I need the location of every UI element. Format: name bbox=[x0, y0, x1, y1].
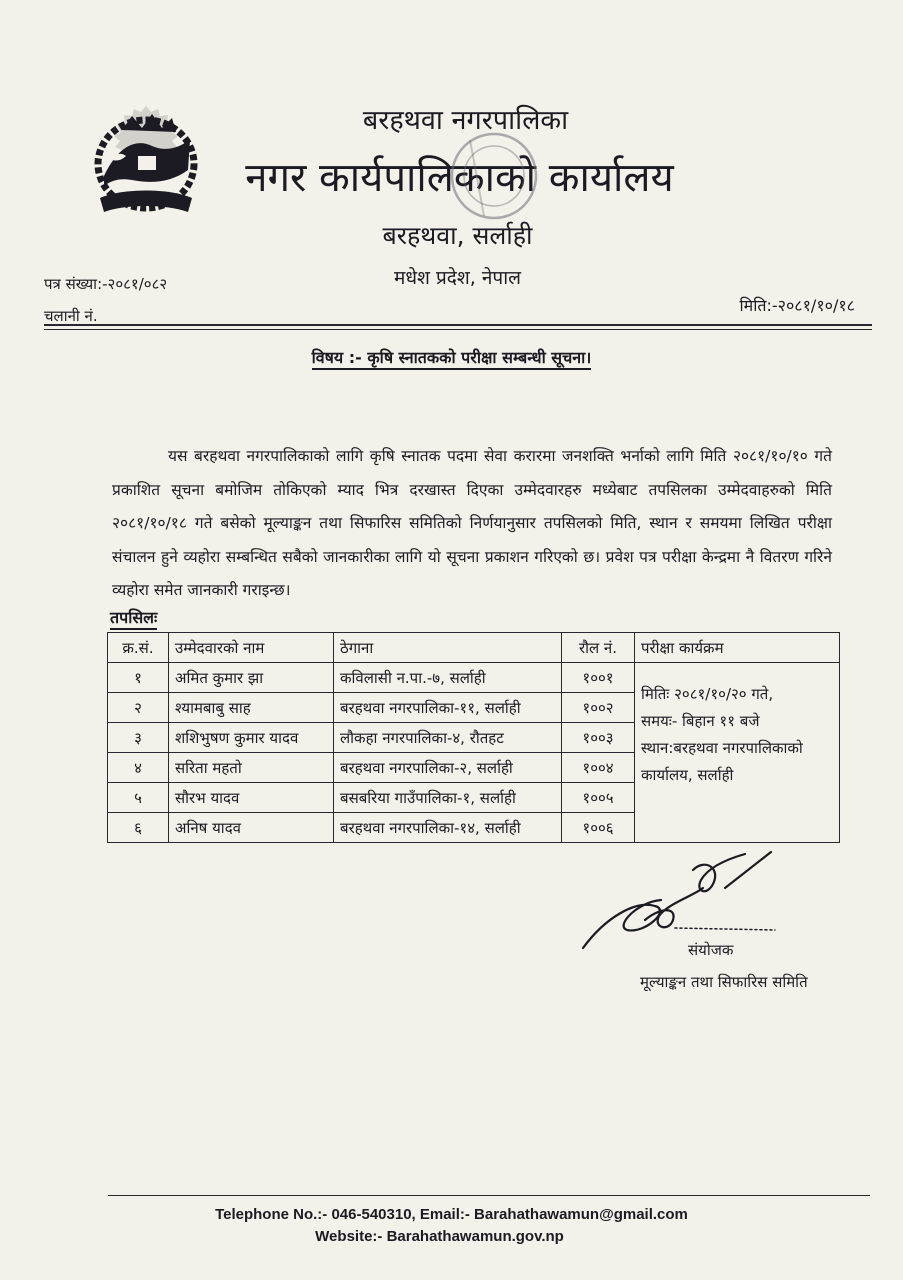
signature-icon bbox=[575, 848, 785, 958]
row-address: बसबरिया गाउँपालिका-१, सर्लाही bbox=[334, 783, 562, 813]
office-name: नगर कार्यपालिकाको कार्यालय bbox=[245, 155, 674, 201]
notice-subject bbox=[0, 346, 903, 368]
notice-body bbox=[112, 440, 832, 608]
row-roll: १००५ bbox=[562, 783, 635, 813]
row-address: लौकहा नगरपालिका-४, रौतहट bbox=[334, 723, 562, 753]
footer-contact: Telephone No.:- 046-540310, Email:- Barahathawamun@gmail.com bbox=[215, 1206, 688, 1223]
row-name: सौरभ यादव bbox=[169, 783, 334, 813]
table-header-row bbox=[108, 633, 840, 663]
exam-schedule bbox=[635, 663, 840, 843]
office-location: बरहथवा, सर्लाही bbox=[382, 221, 533, 250]
exam-venue-cont: कार्यालय, सर्लाही bbox=[641, 766, 734, 784]
row-name: अनिष यादव bbox=[169, 813, 334, 843]
header-divider bbox=[44, 324, 872, 326]
table-row bbox=[108, 663, 840, 693]
candidate-table bbox=[107, 632, 840, 843]
footer-website: Website:- Barahathawamun.gov.np bbox=[315, 1228, 564, 1245]
row-sn: ३ bbox=[108, 723, 169, 753]
letter-number: पत्र संख्या:-२०८१/०८२ bbox=[44, 275, 168, 293]
signatory-title: संयोजक bbox=[688, 941, 734, 959]
row-roll: १००६ bbox=[562, 813, 635, 843]
row-sn: ६ bbox=[108, 813, 169, 843]
footer-divider bbox=[108, 1195, 870, 1196]
list-heading: तपसिलः bbox=[110, 608, 157, 630]
row-name: अमित कुमार झा bbox=[169, 663, 334, 693]
row-address: बरहथवा नगरपालिका-१४, सर्लाही bbox=[334, 813, 562, 843]
row-sn: ४ bbox=[108, 753, 169, 783]
dispatch-number: चलानी नं. bbox=[44, 307, 98, 325]
header-schedule: परीक्षा कार्यक्रम bbox=[635, 633, 840, 663]
header-name: उम्मेदवारको नाम bbox=[169, 633, 334, 663]
row-roll: १००४ bbox=[562, 753, 635, 783]
body-text: यस बरहथवा नगरपालिकाको लागि कृषि स्नातक पदमा सेवा करारमा जनशक्ति भर्नाको लागि मिति २०८१/१०/१० गते प्रकाशित सूचना बमोजिम तोकिएको म्याद भित्र दरखास्त दिएका उम्मेदवारहरु मध्येबाट तपसिलका उम्मेदवाहरुको मिति २०८१/१०/१८ गते बसेको मूल्याङ्कन तथा सिफारिस समितिको निर्णयानुसार तपसिलको मिति, स्थान र समयमा लिखित परीक्षा संचालन हुने व्यहोरा सम्बन्धित सबैको जानकारीका लागि यो सूचना प्रकाशन गरिएको छ। प्रवेश पत्र परीक्षा केन्द्रमा नै वितरण गरिने व्यहोरा समेत जानकारी गराइन्छ। bbox=[112, 447, 832, 599]
province-name: मधेश प्रदेश, नेपाल bbox=[393, 267, 522, 289]
row-name: शशिभुषण कुमार यादव bbox=[169, 723, 334, 753]
row-roll: १००२ bbox=[562, 693, 635, 723]
committee-name: मूल्याङ्कन तथा सिफारिस समिति bbox=[640, 973, 808, 991]
row-address: बरहथवा नगरपालिका-२, सर्लाही bbox=[334, 753, 562, 783]
subject-text: विषय :- कृषि स्नातकको परीक्षा सम्बन्धी सूचना। bbox=[312, 348, 592, 370]
municipality-name: बरहथवा नगरपालिका bbox=[362, 105, 569, 136]
notice-date: मिति:-२०८१/१०/१८ bbox=[739, 296, 855, 315]
row-roll: १००३ bbox=[562, 723, 635, 753]
header-sn: क्र.सं. bbox=[108, 633, 169, 663]
row-name: सरिता महतो bbox=[169, 753, 334, 783]
header-divider-thin bbox=[44, 329, 872, 330]
row-name: श्यामबाबु साह bbox=[169, 693, 334, 723]
row-address: बरहथवा नगरपालिका-११, सर्लाही bbox=[334, 693, 562, 723]
header-address: ठेगाना bbox=[334, 633, 562, 663]
row-sn: २ bbox=[108, 693, 169, 723]
header-roll: रौल नं. bbox=[562, 633, 635, 663]
row-sn: ५ bbox=[108, 783, 169, 813]
row-address: कविलासी न.पा.-७, सर्लाही bbox=[334, 663, 562, 693]
exam-date: मितिः २०८१/१०/२० गते, bbox=[641, 685, 774, 703]
row-roll: १००१ bbox=[562, 663, 635, 693]
row-sn: १ bbox=[108, 663, 169, 693]
office-stamp-icon bbox=[440, 120, 540, 230]
exam-time: समयः- बिहान ११ बजे bbox=[641, 712, 760, 730]
exam-venue: स्थान:बरहथवा नगरपालिकाको bbox=[641, 739, 803, 757]
